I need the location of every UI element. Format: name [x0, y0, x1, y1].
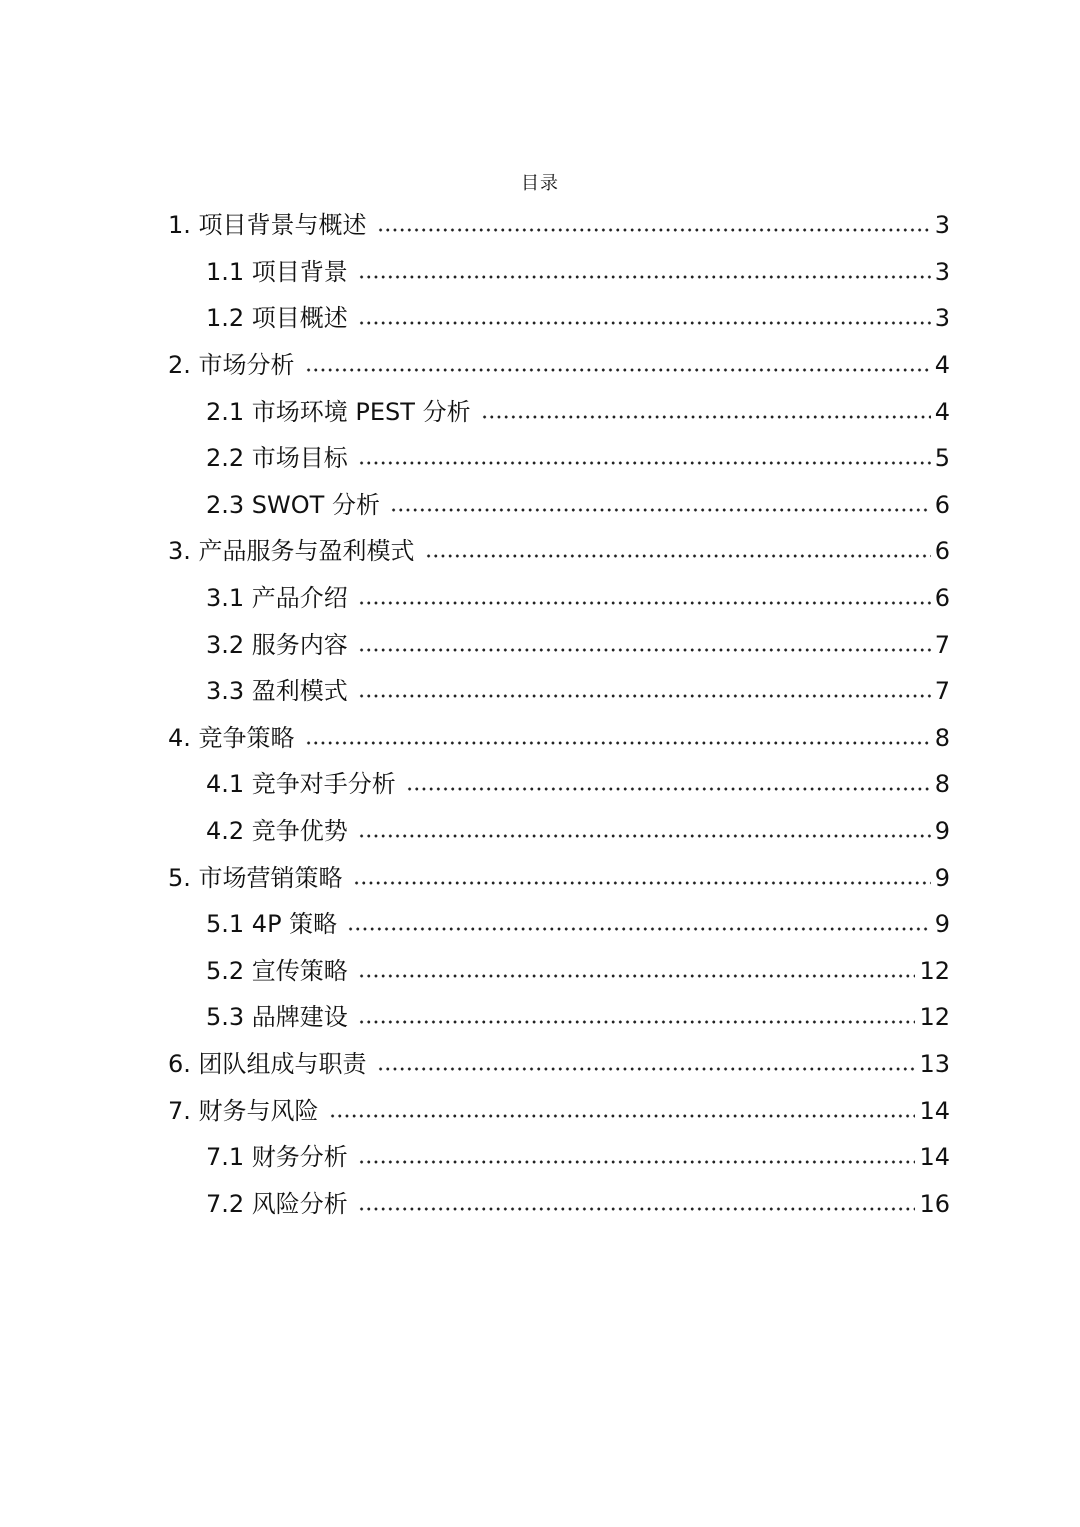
toc-entry-page-number: 4: [934, 351, 950, 380]
dot-leader: [425, 551, 931, 561]
dot-leader: [377, 1064, 916, 1074]
toc-entry-section[interactable]: [206, 948, 950, 995]
dot-leader: [329, 1111, 916, 1121]
toc-entry-label: 5.3 品牌建设: [206, 1003, 348, 1032]
toc-entry-page-number: 13: [919, 1049, 950, 1078]
dot-leader: [358, 1157, 916, 1167]
toc-entry-label: 2.1 市场环境 PEST 分析: [206, 397, 471, 426]
toc-entry-page-number: 9: [934, 817, 950, 846]
toc-entry-section[interactable]: [206, 668, 950, 715]
toc-entry-label: 1.1 项目背景: [206, 257, 348, 286]
toc-entry-page-number: 9: [934, 910, 950, 939]
toc-entry-section[interactable]: [206, 901, 950, 948]
toc-entry-label: 4. 竞争策略: [168, 723, 295, 752]
toc-entry-section[interactable]: [206, 1180, 950, 1227]
toc-entry-label: 1. 项目背景与概述: [168, 211, 367, 240]
toc-entry-section[interactable]: [206, 435, 950, 482]
toc-entry-chapter[interactable]: [168, 342, 950, 389]
toc-entry-page-number: 3: [934, 304, 950, 333]
dot-leader: [358, 458, 931, 468]
toc-entry-label: 2.3 SWOT 分析: [206, 490, 380, 519]
toc-entry-chapter[interactable]: [168, 715, 950, 762]
toc-entry-section[interactable]: [206, 388, 950, 435]
toc-entry-label: 5. 市场营销策略: [168, 863, 343, 892]
toc-entry-page-number: 7: [934, 677, 950, 706]
dot-leader: [358, 1017, 916, 1027]
toc-entry-label: 2. 市场分析: [168, 351, 295, 380]
dot-leader: [305, 738, 931, 748]
toc-entry-page-number: 3: [934, 257, 950, 286]
toc-entry-section[interactable]: [206, 249, 950, 296]
dot-leader: [347, 924, 931, 934]
toc-entry-chapter[interactable]: [168, 1087, 950, 1134]
toc-entry-page-number: 5: [934, 444, 950, 473]
toc-entry-page-number: 12: [919, 1003, 950, 1032]
toc-entry-label: 6. 团队组成与职责: [168, 1049, 367, 1078]
dot-leader: [353, 878, 931, 888]
toc-entry-page-number: 12: [919, 956, 950, 985]
toc-title: 目录: [521, 173, 559, 194]
toc-entry-label: 3. 产品服务与盈利模式: [168, 537, 415, 566]
toc-entry-section[interactable]: [206, 761, 950, 808]
toc-entry-label: 5.2 宣传策略: [206, 956, 348, 985]
dot-leader: [358, 645, 931, 655]
dot-leader: [406, 784, 931, 794]
dot-leader: [305, 365, 931, 375]
toc-entry-page-number: 8: [934, 770, 950, 799]
toc-entry-chapter[interactable]: [168, 1041, 950, 1088]
toc-entry-label: 3.1 产品介绍: [206, 584, 348, 613]
dot-leader: [377, 225, 931, 235]
dot-leader: [481, 412, 931, 422]
toc-entry-page-number: 6: [934, 537, 950, 566]
toc-entry-page-number: 14: [919, 1096, 950, 1125]
toc-entry-label: 1.2 项目概述: [206, 304, 348, 333]
toc-entry-label: 4.2 竞争优势: [206, 817, 348, 846]
toc-entry-label: 7.2 风险分析: [206, 1189, 348, 1218]
toc-entry-page-number: 6: [934, 584, 950, 613]
toc-entry-section[interactable]: [206, 295, 950, 342]
toc-entry-label: 7.1 财务分析: [206, 1143, 348, 1172]
toc-entry-page-number: 8: [934, 723, 950, 752]
dot-leader: [358, 272, 931, 282]
toc-entry-page-number: 9: [934, 863, 950, 892]
toc-entry-page-number: 4: [934, 397, 950, 426]
toc-entry-page-number: 6: [934, 490, 950, 519]
dot-leader: [358, 598, 931, 608]
dot-leader: [390, 505, 931, 515]
toc-entry-label: 3.3 盈利模式: [206, 677, 348, 706]
table-of-contents: [0, 202, 1080, 1227]
dot-leader: [358, 318, 931, 328]
dot-leader: [358, 691, 931, 701]
toc-entry-label: 7. 财务与风险: [168, 1096, 319, 1125]
toc-entry-page-number: 14: [919, 1143, 950, 1172]
toc-entry-chapter[interactable]: [168, 202, 950, 249]
toc-entry-section[interactable]: [206, 994, 950, 1041]
toc-entry-page-number: 7: [934, 630, 950, 659]
toc-entry-label: 5.1 4P 策略: [206, 910, 338, 939]
toc-entry-chapter[interactable]: [168, 528, 950, 575]
toc-entry-label: 4.1 竞争对手分析: [206, 770, 396, 799]
toc-entry-chapter[interactable]: [168, 854, 950, 901]
toc-entry-section[interactable]: [206, 482, 950, 529]
dot-leader: [358, 1204, 916, 1214]
toc-entry-section[interactable]: [206, 1134, 950, 1181]
toc-entry-label: 2.2 市场目标: [206, 444, 348, 473]
toc-entry-page-number: 16: [919, 1189, 950, 1218]
toc-entry-section[interactable]: [206, 575, 950, 622]
toc-entry-section[interactable]: [206, 621, 950, 668]
dot-leader: [358, 971, 916, 981]
dot-leader: [358, 831, 931, 841]
toc-entry-page-number: 3: [934, 211, 950, 240]
toc-entry-label: 3.2 服务内容: [206, 630, 348, 659]
toc-entry-section[interactable]: [206, 808, 950, 855]
